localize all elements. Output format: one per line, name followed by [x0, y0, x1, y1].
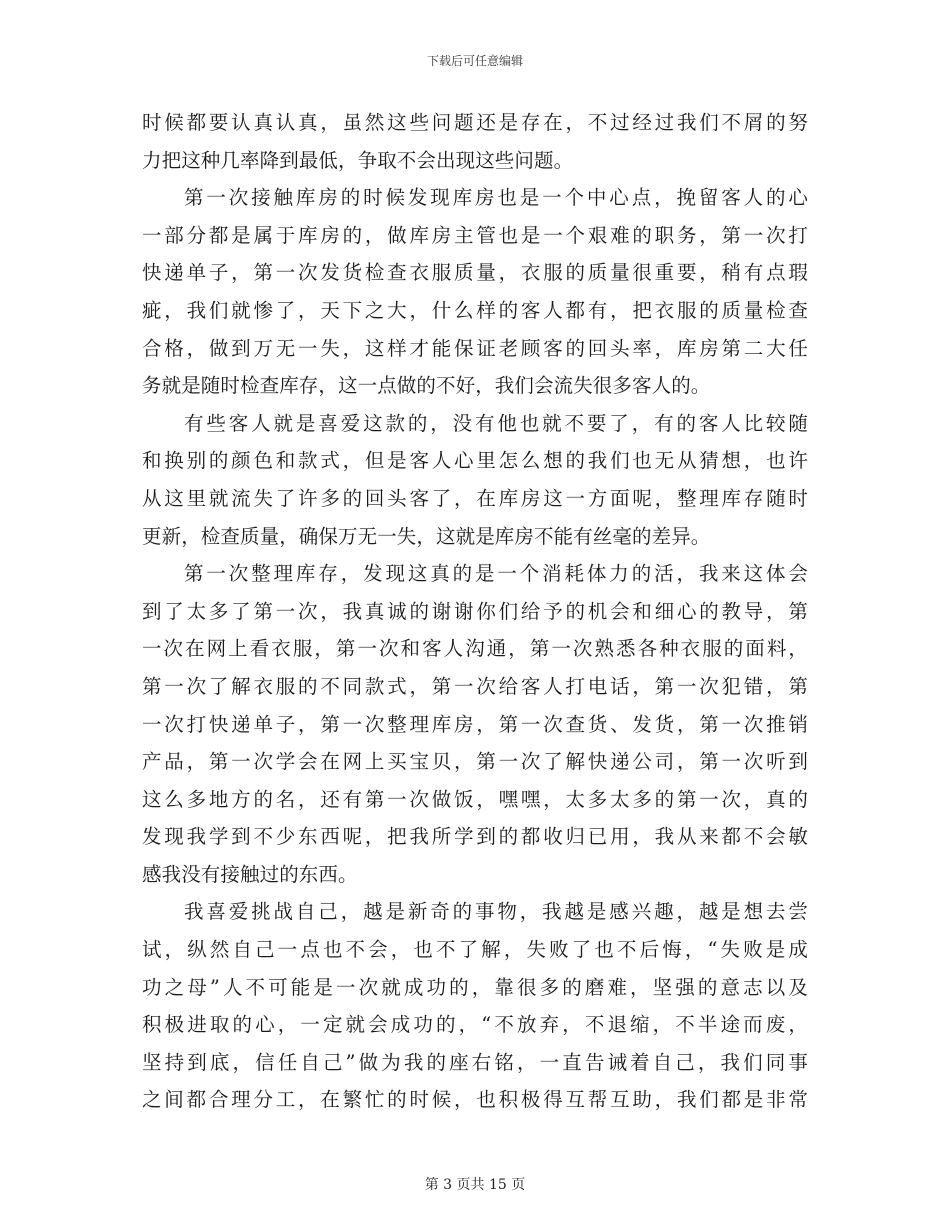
text-line: 第一次接触库房的时候发现库房也是一个中心点，挽留客人的心: [184, 186, 808, 210]
text-line: 第一次了解衣服的不同款式，第一次给客人打电话，第一次犯错，第: [142, 674, 808, 698]
text-line: 时候都要认真认真，虽然这些问题还是存在，不过经过我们不屑的努: [142, 111, 808, 134]
text-line: 坚持到底，信任自己”做为我的座右铭，一直告诫着自己，我们同事: [142, 1050, 808, 1074]
paragraph: [142, 405, 808, 555]
text-line: 有些客人就是喜爱这款的，没有他也就不要了，有的客人比较随: [184, 411, 808, 435]
paragraph: [142, 893, 808, 1119]
text-line: 产品，第一次学会在网上买宝贝，第一次了解快递公司，第一次听到: [142, 750, 808, 774]
text-line: 一次打快递单子，第一次整理库房，第一次查货、发货，第一次推销: [142, 712, 808, 736]
text-line: 和换别的颜色和款式，但是客人心里怎么想的我们也无从猜想，也许: [142, 449, 808, 473]
paragraph: [142, 179, 808, 405]
text-line: 合格，做到万无一失，这样才能保证老顾客的回头率，库房第二大任: [142, 336, 808, 360]
paragraph: [142, 104, 808, 179]
text-line: 务就是随时检查库存，这一点做的不好，我们会流失很多客人的。: [142, 374, 711, 398]
text-line: 从这里就流失了许多的回头客了，在库房这一方面呢，整理库存随时: [142, 486, 808, 510]
text-line: 我喜爱挑战自己，越是新奇的事物，我越是感兴趣，越是想去尝: [184, 900, 808, 924]
text-line: 一次在网上看衣服，第一次和客人沟通，第一次熟悉各种衣服的面料，: [142, 637, 808, 661]
text-line: 第一次整理库存，发现这真的是一个消耗体力的活，我来这体会: [184, 562, 808, 586]
text-line: 试，纵然自己一点也不会，也不了解，失败了也不后悔，“失败是成: [142, 938, 808, 962]
text-line: 之间都合理分工，在繁忙的时候，也积极得互帮互助，我们都是非常: [142, 1088, 808, 1112]
page-header: 下载后可任意编辑: [426, 54, 523, 68]
text-line: 一部分都是属于库房的，做库房主管也是一个艰难的职务，第一次打: [142, 223, 808, 247]
text-line: 功之母”人不可能是一次就成功的，靠很多的磨难，坚强的意志以及: [142, 975, 808, 999]
text-line: 发现我学到不少东西呢，把我所学到的都收归已用，我从来都不会敏: [142, 825, 808, 849]
text-line: 到了太多了第一次，我真诚的谢谢你们给予的机会和细心的教导，第: [142, 599, 808, 623]
text-line: 更新，检查质量，确保万无一失，这就是库房不能有丝毫的差异。: [142, 524, 711, 548]
text-line: 疵，我们就惨了，天下之大，什么样的客人都有，把衣服的质量检查: [142, 298, 808, 322]
page-footer: 第 3 页共 15 页: [424, 1177, 526, 1193]
paragraph: [142, 555, 808, 893]
text-line: 力把这种几率降到最低，争取不会出现这些问题。: [142, 148, 574, 172]
text-line: 这么多地方的名，还有第一次做饭，嘿嘿，太多太多的第一次，真的: [142, 787, 808, 811]
text-line: 快递单子，第一次发货检查衣服质量，衣服的质量很重要，稍有点瑕: [142, 261, 808, 285]
document-body: [142, 104, 808, 1119]
text-line: 积极进取的心，一定就会成功的，“不放弃，不退缩，不半途而废，: [142, 1013, 808, 1037]
text-line: 感我没有接触过的东西。: [142, 862, 358, 886]
